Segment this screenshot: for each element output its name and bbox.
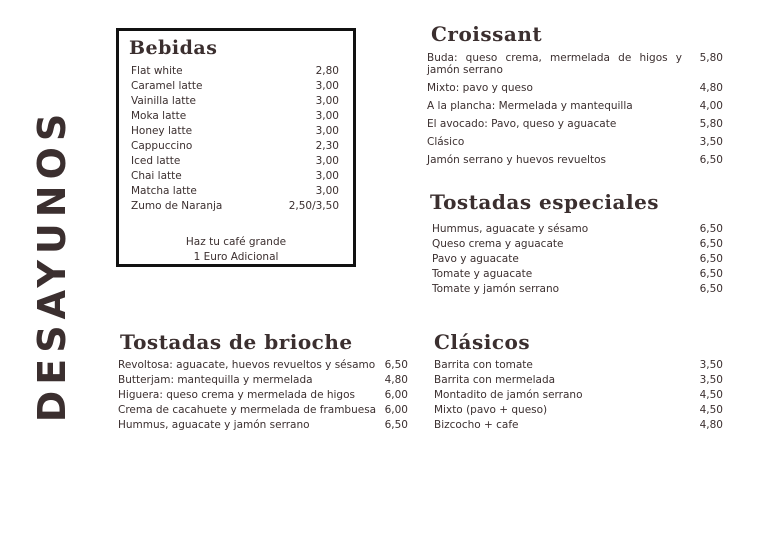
- item-name: Vainilla latte: [131, 95, 196, 107]
- item-name: Pavo y aguacate: [432, 253, 519, 265]
- item-name: Revoltosa: aguacate, huevos revueltos y sésamo: [118, 359, 376, 371]
- item-price: 6,50: [384, 359, 408, 371]
- menu-item: [432, 237, 723, 252]
- item-price: 3,00: [315, 80, 339, 92]
- menu-item: [131, 169, 339, 184]
- croissant-section: [427, 22, 723, 172]
- menu-item: [131, 124, 339, 139]
- item-price: 3,00: [315, 155, 339, 167]
- menu-item: [118, 403, 408, 418]
- item-price: 2,30: [315, 140, 339, 152]
- clasicos-title: Clásicos: [434, 330, 531, 354]
- tostadas-especiales-section: [430, 190, 723, 297]
- item-name: Bizcocho + cafe: [434, 419, 519, 431]
- item-price: 6,00: [384, 404, 408, 416]
- item-name: Jamón serrano y huevos revueltos: [427, 154, 606, 166]
- item-price: 2,50/3,50: [288, 200, 339, 212]
- item-price: 6,50: [699, 283, 723, 295]
- menu-item: [131, 94, 339, 109]
- menu-item: [118, 358, 408, 373]
- item-name: Butterjam: mantequilla y mermelada: [118, 374, 313, 386]
- menu-side-title: DESAYUNOS: [30, 107, 74, 423]
- menu-item: [434, 373, 723, 388]
- item-name: Barrita con mermelada: [434, 374, 556, 386]
- menu-item: [427, 136, 723, 148]
- menu-item: [118, 418, 408, 433]
- item-price: 6,50: [384, 419, 408, 431]
- item-name: Tomate y aguacate: [432, 268, 533, 280]
- note-line: Haz tu café grande: [185, 236, 287, 248]
- item-price: 3,50: [699, 374, 723, 386]
- brioche-title: Tostadas de brioche: [120, 330, 353, 354]
- item-name: Zumo de Naranja: [131, 200, 223, 212]
- item-price: 4,80: [699, 419, 723, 431]
- item-name: Hummus, aguacate y sésamo: [432, 223, 589, 235]
- menu-item: [432, 282, 723, 297]
- item-name: Cappuccino: [131, 140, 193, 152]
- item-name: Honey latte: [131, 125, 193, 137]
- item-name: Chai latte: [131, 170, 182, 182]
- menu-item: [131, 109, 339, 124]
- menu-item: [432, 267, 723, 282]
- item-price: 6,50: [699, 253, 723, 265]
- menu-item: [131, 79, 339, 94]
- item-price: 3,00: [315, 95, 339, 107]
- item-name: Hummus, aguacate y jamón serrano: [118, 419, 310, 431]
- item-price: 4,80: [384, 374, 408, 386]
- item-price: 3,00: [315, 185, 339, 197]
- item-name: Tomate y jamón serrano: [432, 283, 560, 295]
- item-price: 6,50: [699, 268, 723, 280]
- item-name: Barrita con tomate: [434, 359, 533, 371]
- clasicos-section: [434, 330, 723, 433]
- especiales-list: [430, 222, 723, 297]
- item-name: Flat white: [131, 65, 183, 77]
- item-price: 4,80: [699, 82, 723, 94]
- menu-item: [434, 358, 723, 373]
- item-price: 6,00: [384, 389, 408, 401]
- item-price: 3,00: [315, 110, 339, 122]
- menu-item: [131, 184, 339, 199]
- item-price: 5,80: [699, 118, 723, 130]
- item-price: 3,50: [699, 359, 723, 371]
- menu-item: [131, 199, 339, 214]
- item-name: Clásico: [427, 136, 465, 148]
- item-name: Higuera: queso crema y mermelada de higos: [118, 389, 355, 401]
- item-name: Montadito de jamón serrano: [434, 389, 583, 401]
- item-price: 4,00: [699, 100, 723, 112]
- item-price: 6,50: [699, 223, 723, 235]
- bebidas-box: [116, 28, 356, 267]
- item-name: Caramel latte: [131, 80, 203, 92]
- item-name: Mixto: pavo y queso: [427, 82, 533, 94]
- menu-item: [434, 418, 723, 433]
- item-name: El avocado: Pavo, queso y aguacate: [427, 118, 617, 130]
- item-name: Queso crema y aguacate: [432, 238, 564, 250]
- bebidas-title: Bebidas: [129, 37, 218, 59]
- item-name: Buda: queso crema, mermelada de higos y jamón serrano: [427, 52, 682, 76]
- croissant-title: Croissant: [431, 22, 543, 46]
- item-price: 6,50: [699, 238, 723, 250]
- menu-item: [434, 388, 723, 403]
- item-price: 4,50: [699, 404, 723, 416]
- menu-item: [427, 82, 723, 94]
- menu-item: [432, 222, 723, 237]
- item-name: A la plancha: Mermelada y mantequilla: [427, 100, 633, 112]
- item-name: Iced latte: [131, 155, 181, 167]
- menu-item: [427, 52, 723, 76]
- item-price: 3,50: [699, 136, 723, 148]
- especiales-title: Tostadas especiales: [430, 190, 660, 214]
- item-price: 3,00: [315, 170, 339, 182]
- menu-item: [131, 154, 339, 169]
- item-price: 5,80: [699, 52, 723, 64]
- menu-item: [427, 118, 723, 130]
- bebidas-note: [119, 235, 353, 265]
- item-price: 3,00: [315, 125, 339, 137]
- item-name: Crema de cacahuete y mermelada de frambuesa: [118, 404, 377, 416]
- item-name: Matcha latte: [131, 185, 197, 197]
- item-price: 6,50: [699, 154, 723, 166]
- menu-item: [434, 403, 723, 418]
- tostadas-brioche-section: [118, 330, 408, 433]
- menu-item: [118, 373, 408, 388]
- note-line: 1 Euro Adicional: [193, 251, 279, 263]
- item-price: 4,50: [699, 389, 723, 401]
- item-name: Moka latte: [131, 110, 187, 122]
- bebidas-list: [131, 64, 339, 214]
- menu-item: [118, 388, 408, 403]
- item-price: 2,80: [315, 65, 339, 77]
- menu-item: [427, 100, 723, 112]
- item-name: Mixto (pavo + queso): [434, 404, 548, 416]
- menu-item: [131, 139, 339, 154]
- menu-item: [427, 154, 723, 166]
- menu-item: [432, 252, 723, 267]
- menu-item: [131, 64, 339, 79]
